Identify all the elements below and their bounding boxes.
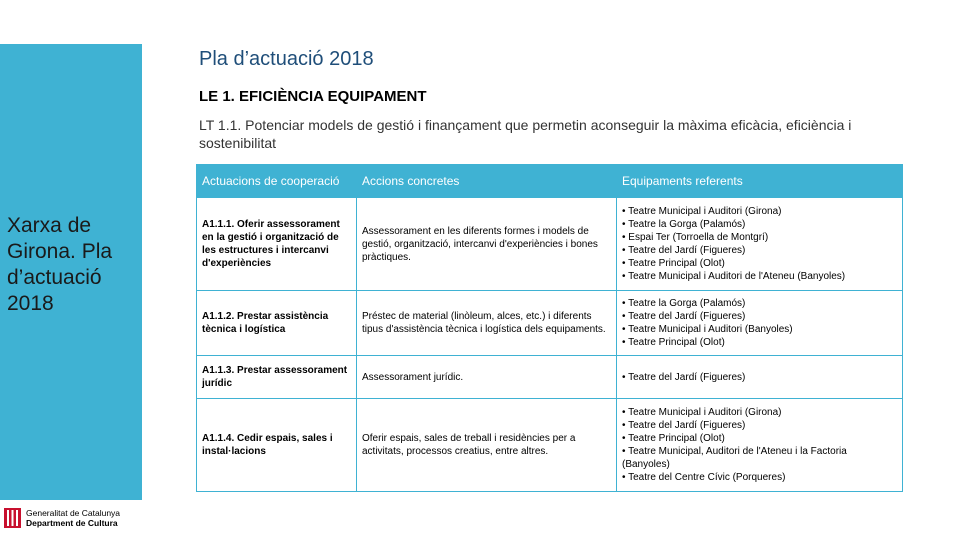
list-item: • Teatre Municipal i Auditori (Girona) bbox=[622, 406, 897, 419]
list-item: • Teatre del Jardí (Figueres) bbox=[622, 244, 897, 257]
refs-cell bbox=[617, 291, 903, 356]
action-cell: A1.1.2. Prestar assistència tècnica i logística bbox=[197, 291, 357, 356]
page-title: Pla d’actuació 2018 bbox=[199, 48, 374, 70]
refs-cell bbox=[617, 198, 903, 291]
list-item: • Espai Ter (Torroella de Montgrí) bbox=[622, 231, 897, 244]
concrete-cell: Préstec de material (linòleum, alces, etc.) i diferents tipus d'assistència tècnica i logística dels equipaments. bbox=[357, 291, 617, 356]
generalitat-emblem-icon bbox=[4, 508, 21, 528]
action-cell: A1.1.3. Prestar assessorament jurídic bbox=[197, 356, 357, 399]
table-row bbox=[197, 291, 903, 356]
table-row bbox=[197, 198, 903, 291]
list-item: • Teatre Municipal, Auditori de l'Ateneu i la Factoria (Banyoles) bbox=[622, 445, 897, 471]
header-reference-venues: Equipaments referents bbox=[617, 165, 903, 198]
list-item: • Teatre la Gorga (Palamós) bbox=[622, 218, 897, 231]
header-cooperation: Actuacions de cooperació bbox=[197, 165, 357, 198]
list-item: • Teatre Municipal i Auditori (Banyoles) bbox=[622, 323, 897, 336]
action-cell: A1.1.1. Oferir assessorament en la gestió i organització de les estructures i intercanvi d'experiències bbox=[197, 198, 357, 291]
concrete-cell: Assessorament en les diferents formes i models de gestió, organització, intercanvi d'experiències i bones pràctiques. bbox=[357, 198, 617, 291]
table-row bbox=[197, 356, 903, 399]
list-item: • Teatre Principal (Olot) bbox=[622, 257, 897, 270]
list-item: • Teatre del Jardí (Figueres) bbox=[622, 419, 897, 432]
concrete-cell: Assessorament jurídic. bbox=[357, 356, 617, 399]
refs-cell bbox=[617, 399, 903, 492]
generalitat-logo bbox=[4, 508, 120, 528]
action-cell: A1.1.4. Cedir espais, sales i instal·lacions bbox=[197, 399, 357, 492]
section-heading: LE 1. EFICIÈNCIA EQUIPAMENT bbox=[199, 88, 427, 105]
table-header-row bbox=[197, 165, 903, 198]
list-item: • Teatre Municipal i Auditori de l'Ateneu (Banyoles) bbox=[622, 270, 897, 283]
list-item: • Teatre la Gorga (Palamós) bbox=[622, 297, 897, 310]
actions-table bbox=[196, 164, 903, 492]
list-item: • Teatre del Centre Cívic (Porqueres) bbox=[622, 471, 897, 484]
refs-cell bbox=[617, 356, 903, 399]
list-item: • Teatre Principal (Olot) bbox=[622, 336, 897, 349]
list-item: • Teatre del Jardí (Figueres) bbox=[622, 371, 897, 384]
table-row bbox=[197, 399, 903, 492]
strategic-line: LT 1.1. Potenciar models de gestió i finançament que permetin aconseguir la màxima eficàcia, eficiència i sostenibilitat bbox=[199, 117, 852, 151]
list-item: • Teatre Principal (Olot) bbox=[622, 432, 897, 445]
side-title: Xarxa de Girona. Pla d’actuació 2018 bbox=[7, 214, 113, 315]
list-item: • Teatre Municipal i Auditori (Girona) bbox=[622, 205, 897, 218]
logo-line-1: Generalitat de Catalunya bbox=[26, 508, 121, 518]
list-item: • Teatre del Jardí (Figueres) bbox=[622, 310, 897, 323]
header-concrete-actions: Accions concretes bbox=[357, 165, 617, 198]
concrete-cell: Oferir espais, sales de treball i residències per a activitats, processos creatius, entre altres. bbox=[357, 399, 617, 492]
logo-line-2: Department de Cultura bbox=[26, 518, 118, 528]
